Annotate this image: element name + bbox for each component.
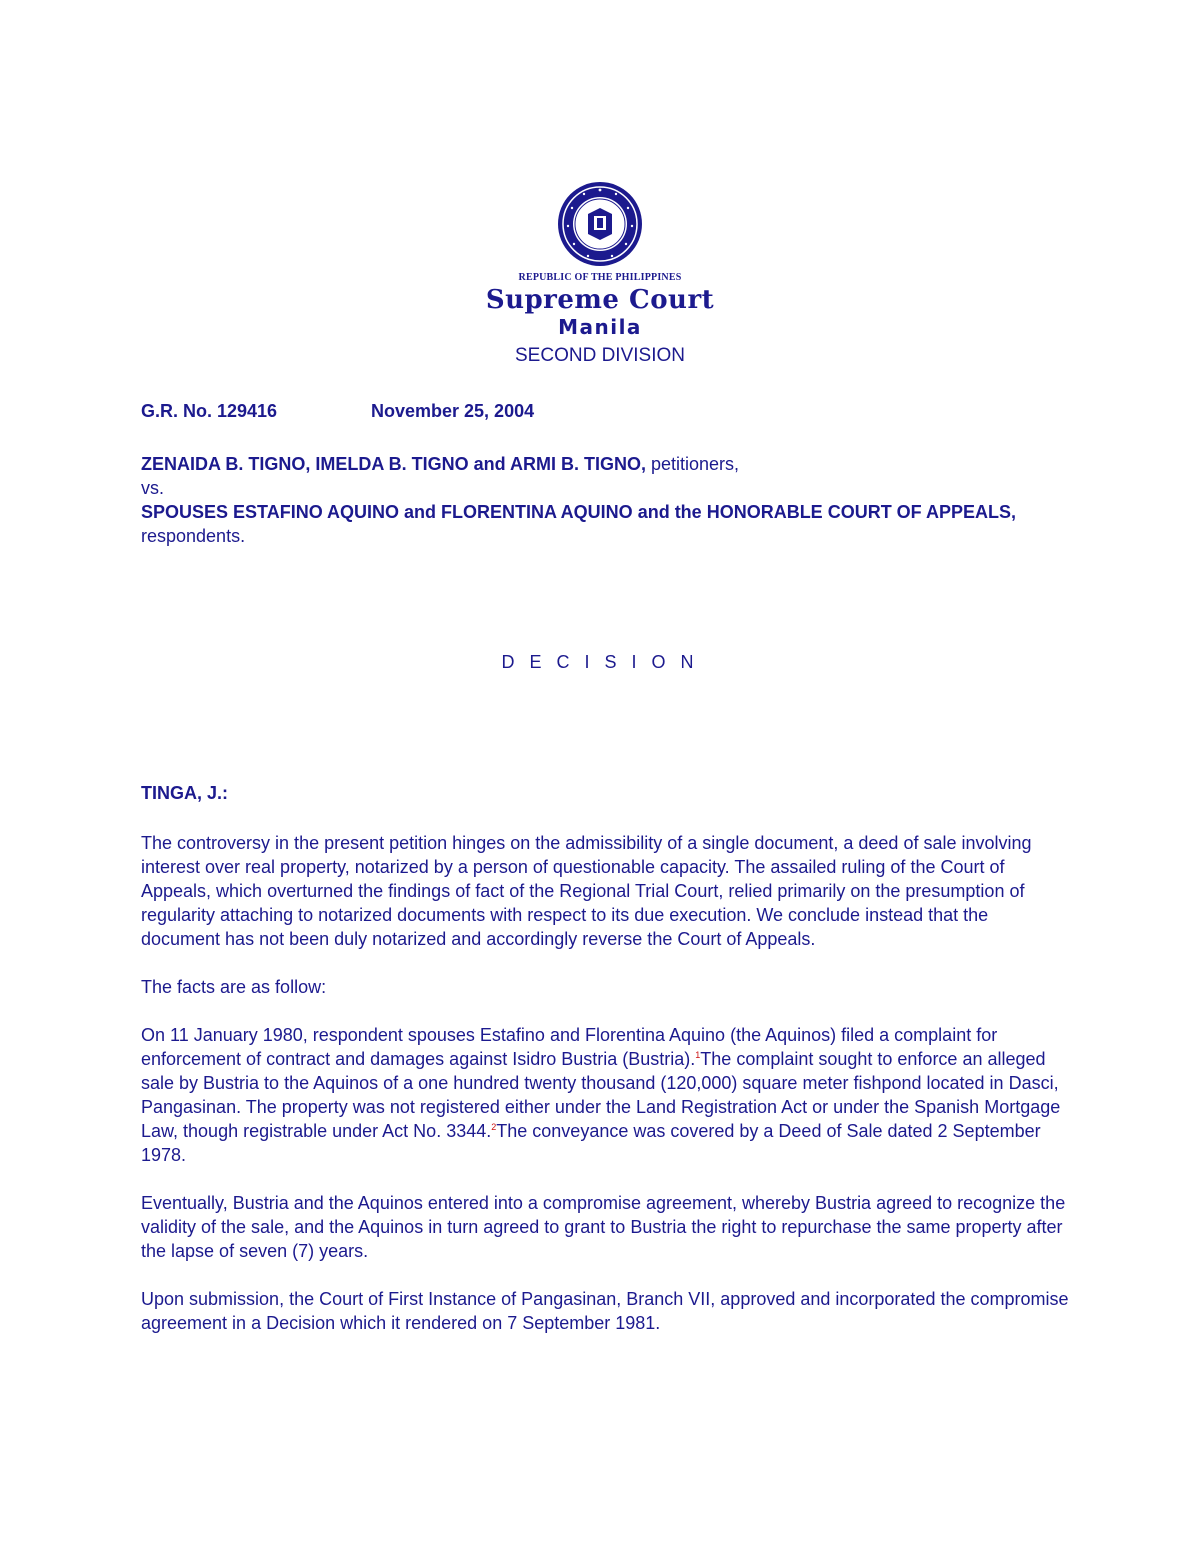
ponente: TINGA, J.: [141,783,229,803]
gr-number: G.R. No. 129416 [141,401,278,421]
petitioners-names: ZENAIDA B. TIGNO, IMELDA B. TIGNO and ARMI B. TIGNO, [141,454,646,474]
paragraph-3-part-c: The conveyance was covered by a Deed of Sale dated 2 September 1978. [141,1121,1041,1165]
division-label: SECOND DIVISION [515,345,685,366]
decision-body [141,831,1071,1359]
supreme-court-seal-icon [556,180,644,268]
paragraph-3-part-a: On 11 January 1980, respondent spouses Estafino and Florentina Aquino (the Aquinos) filed a complaint for enforcement of contract and damages against Isidro Bustria (Bustria). [141,1025,998,1069]
case-info [141,401,534,422]
court-header [0,180,1200,367]
petitioners-line [141,452,1081,476]
paragraph-1: The controversy in the present petition hinges on the admissibility of a single document, a deed of sale involving interest over real property, notarized by a person of questionable capacity. The assailed ruling of the Court of Appeals, which overturned the findings of fact of the Regional Trial Court, relied primarily on the presumption of regularity attaching to notarized documents with respect to its due execution. We conclude instead that the document has not been duly notarized and accordingly reverse the Court of Appeals. [141,833,1032,949]
paragraph-3-part-b: The complaint sought to enforce an alleged sale by Bustria to the Aquinos of a one hundred twenty thousand (120,000) square meter fishpond located in Dasci, Pangasinan. The property was not registered either under the Land Registration Act or under the Spanish Mortgage Law, though registrable under Act No. 3344. [141,1049,1061,1141]
republic-label: REPUBLIC OF THE PHILIPPINES [518,272,682,283]
footnote-1-link[interactable]: 1 [695,1050,701,1060]
respondents-names: SPOUSES ESTAFINO AQUINO and FLORENTINA AQUINO and the HONORABLE COURT OF APPEALS, [141,502,1017,522]
petitioners-role: petitioners, [651,454,740,474]
versus-label: vs. [141,478,165,498]
paragraph-4: Eventually, Bustria and the Aquinos entered into a compromise agreement, whereby Bustria agreed to recognize the validity of the sale, and the Aquinos in turn agreed to grant to Bustria the right to repurchase the same property after the lapse of seven (7) years. [141,1193,1066,1261]
paragraph-2: The facts are as follow: [141,977,327,997]
court-name: Supreme Court [485,285,715,315]
footnote-2-link[interactable]: 2 [491,1122,497,1132]
respondents-line [141,500,1081,548]
case-date: November 25, 2004 [371,401,535,421]
court-city: Manila [558,315,642,339]
respondents-role: respondents. [141,526,246,546]
paragraph-5: Upon submission, the Court of First Instance of Pangasinan, Branch VII, approved and incorporated the compromise agreement in a Decision which it rendered on 7 September 1981. [141,1289,1069,1333]
paragraph-3 [141,1023,1071,1167]
parties-block [141,452,1081,548]
decision-title: D E C I S I O N [501,652,699,672]
